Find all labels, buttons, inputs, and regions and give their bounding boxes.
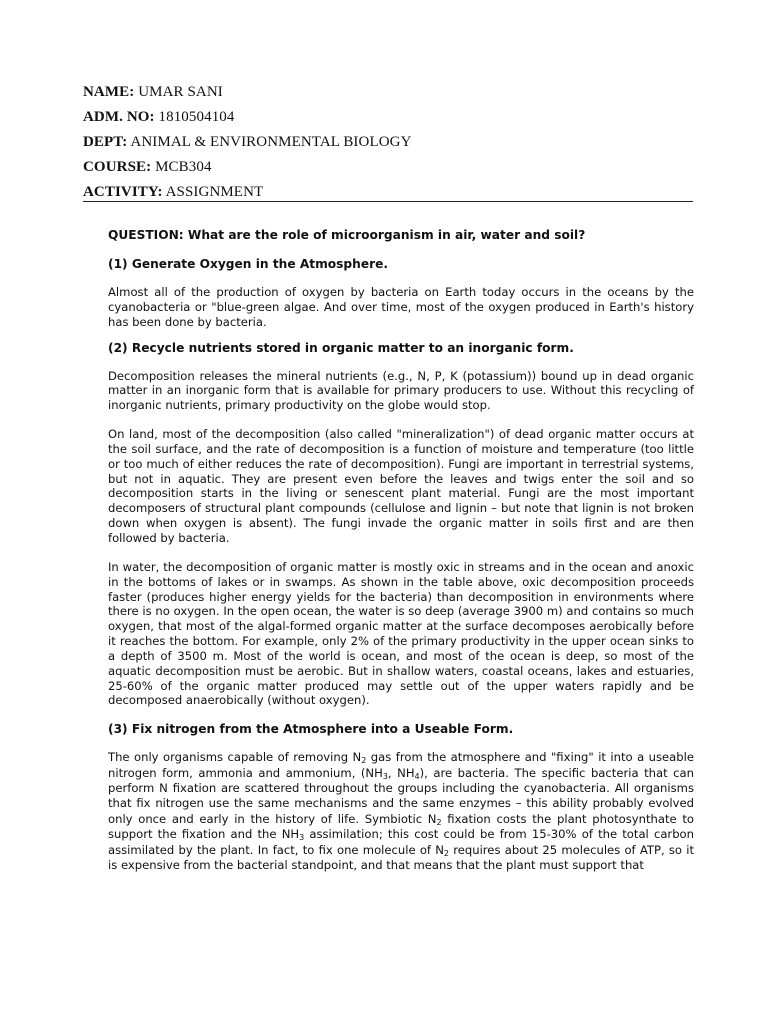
nh3-subscript: 3	[299, 833, 305, 843]
adm-value: 1810504104	[158, 109, 235, 125]
s3-text-2: gas from the atmosphere and "fixing" it into a useable nitrogen form, ammonia and ammonium, (NH	[108, 750, 694, 780]
dept-label: DEPT	[83, 134, 123, 150]
course-value: MCB304	[155, 159, 212, 175]
section-3-paragraph	[108, 750, 694, 873]
question-text: What are the role of microorganism in air, water and soil?	[187, 228, 586, 242]
section-2-heading: (2) Recycle nutrients stored in organic matter to an inorganic form.	[108, 340, 574, 355]
section-2-paragraph-3: In water, the decomposition of organic matter is mostly oxic in streams and in the ocean and anoxic in the bottoms of lakes or in swamps. As shown in the table above, oxic decomposition proceeds faster (produces higher energy yields for the bacteria) than decomposition in environments where there is no oxygen. In the open ocean, the water is so deep (average 3900 m) and contains so much oxygen, that most of the algal-formed organic matter at the surface decomposes aerobically before it reaches the bottom. For example, only 2% of the primary productivity in the upper ocean sinks to a depth of 3500 m. Most of the world is ocean, and most of the ocean is deep, so most of the aquatic decomposition must be aerobic. But in shallow waters, coastal oceans, lakes and estuaries, 25-60% of the organic matter produced may settle out of the upper waters rapidly and be decomposed anaerobically (without oxygen).	[108, 559, 694, 708]
n2-subscript: 2	[443, 848, 449, 858]
assignment-body	[108, 226, 694, 874]
s3-text-1: The only organisms capable of removing N	[108, 750, 362, 765]
nh4-subscript: 4	[414, 771, 420, 781]
n2-subscript: 2	[361, 756, 367, 766]
section-2-paragraph-1: Decomposition releases the mineral nutrients (e.g., N, P, K (potassium)) bound up in dead organic matter in an inorganic form that is available for primary producers to use. Without this recycling of inorganic nutrients, primary productivity on the globe would stop.	[108, 368, 694, 413]
header-divider	[83, 201, 693, 202]
s3-text-5: fixation costs the plant photosynthate to support the fixation and the NH	[108, 811, 695, 842]
s3-text-3: , NH	[387, 765, 415, 780]
activity-label: ACTIVITY	[83, 184, 158, 200]
student-info-header	[83, 80, 693, 205]
activity-row: ACTIVITY: ASSIGNMENT	[83, 184, 264, 200]
adm-label: ADM. NO	[83, 109, 150, 125]
s3-text-4: ), are bacteria. The specific bacteria that can perform N fixation are scattered throughout the groups including the cyanobacteria. All organisms that fix nitrogen use the same mechanisms and the same enzymes – this ability probably evolved only once and early in the history of life. Symbiotic N	[108, 765, 694, 826]
name-value: UMAR SANI	[138, 84, 223, 100]
section-2-paragraph-2: On land, most of the decomposition (also called "mineralization") of dead organic matter occurs at the soil surface, and the rate of decomposition is a function of moisture and temperature (too little or too much of either reduces the rate of decomposition). Fungi are important in terrestrial systems, but not in aquatic. They are present even before the leaves and twigs enter the soil and so decomposition starts in the living or senescent plant material. Fungi are the most important decomposers of structural plant compounds (cellulose and lignin – but note that lignin is not broken down when oxygen is absent). The fungi invade the organic matter in soils first and are then followed by bacteria.	[108, 427, 694, 545]
name-label: NAME	[83, 84, 130, 100]
question-line	[108, 226, 694, 244]
nh3-subscript: 3	[382, 771, 388, 781]
section-1-heading: (1) Generate Oxygen in the Atmosphere.	[108, 257, 388, 271]
section-1-paragraph: Almost all of the production of oxygen by bacteria on Earth today occurs in the oceans by the cyanobacteria or "blue-green algae. And over time, most of the oxygen produced in Earth's history has been done by bacteria.	[108, 285, 694, 329]
course-row: COURSE: MCB304	[83, 159, 212, 175]
course-label: COURSE	[83, 159, 147, 175]
dept-value: ANIMAL & ENVIRONMENTAL BIOLOGY	[130, 134, 412, 150]
n2-subscript: 2	[436, 817, 442, 827]
activity-value: ASSIGNMENT	[165, 184, 264, 200]
section-3-heading: (3) Fix nitrogen from the Atmosphere into a Useable Form.	[108, 722, 514, 737]
adm-row: ADM. NO: 1810504104	[83, 109, 235, 125]
s3-text-7: requires about 25 molecules of ATP, so it is expensive from the bacterial standpoint, and that means that the plant must support that	[108, 842, 695, 873]
question-label: QUESTION:	[108, 228, 184, 242]
dept-row: DEPT: ANIMAL & ENVIRONMENTAL BIOLOGY	[83, 134, 412, 150]
name-row: NAME: UMAR SANI	[83, 84, 223, 100]
s3-text-6: assimilation; this cost could be from 15-30% of the total carbon assimilated by the plant. In fact, to fix one molecule of N	[108, 827, 694, 857]
